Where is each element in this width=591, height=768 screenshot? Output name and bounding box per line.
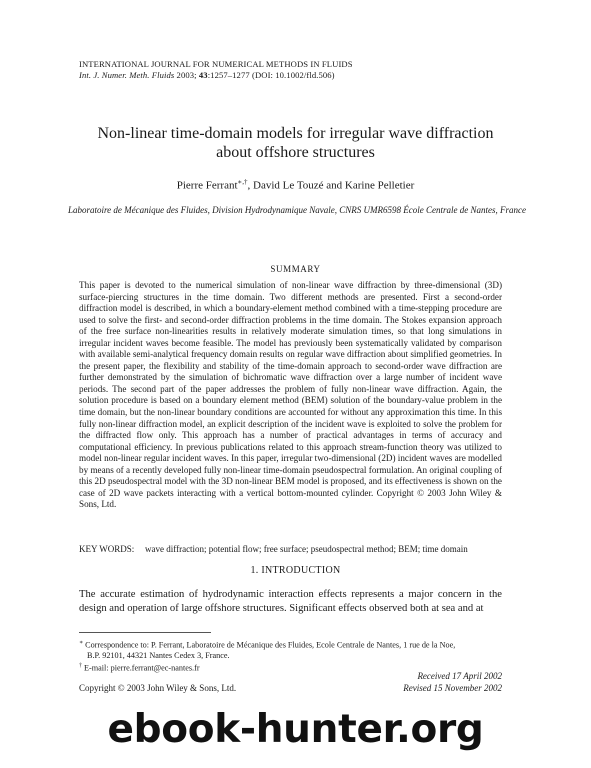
author-first: Pierre Ferrant [176,179,238,192]
journal-header [79,59,353,81]
summary-heading: SUMMARY [270,264,321,274]
watermark-text: ebook-hunter.org [107,707,484,752]
title-line-2: about offshore structures [216,144,375,161]
abstract-text: This paper is devoted to the numerical simulation of non-linear wave diffraction by three-dimensional (3D) surface-piercing structures in the time domain. Two different methods are presented. First a second-order diffraction model is described, in which a boundary-element method combined with a time-stepping procedure are used to solve the first- and second-order diffraction problems in the time domain. The Stokes expansion approach of the free surface non-linearities results in relatively moderate simulation times, so that long simulations in irregular incident waves become feasible. The model has previously been systematically validated by comparison with available semi-analytical frequency domain results on regular wave diffraction about simplified geometries. In the present paper, the flexibility and stability of the time-domain approach to second-order wave diffraction are further demonstrated by the simulation of bichromatic wave diffraction over a large number of incident wave periods. The second part of the paper addresses the problem of fully non-linear wave diffraction. Again, the solution procedure is based on a boundary element method (BEM) solution of the boundary-value problem in the time domain, but the non-linear boundary conditions are accounted for without any approximation this time. In this fully non-linear diffraction model, an explicit description of the incident wave is exploited to solve the problem for the diffracted flow only. This approach has a number of practical advantages in terms of accuracy and computational efficiency. In previous publications related to this approach stream-function theory was utilized to model non-linear regular incident waves. In this paper, irregular two-dimensional (2D) incident waves are modelled by means of a recently developed fully non-linear time-domain pseudospectral formulation. An original coupling of this 2D pseudospectral model with the 3D non-linear BEM model is proposed, and its effectiveness is shown on the case of 2D wave packets interacting with a vertical bottom-mounted cylinder. Copyright © 2003 John Wiley & Sons, Ltd. [79,280,502,510]
footnote-correspondence [79,638,509,651]
section-heading-introduction: 1. INTRODUCTION [250,565,341,576]
keywords-value: wave diffraction; potential flow; free surface; pseudospectral method; BEM; time domain [145,544,468,554]
received-dates [403,670,502,694]
affiliation: Laboratoire de Mécanique des Fluides, Division Hydrodynamique Navale, CNRS UMR6598 École Centrale de Nantes, France [68,205,526,215]
author-list [0,178,591,192]
keywords-label: KEY WORDS: [79,544,135,554]
citation-year: 2003; [174,70,199,80]
received-date: Received 17 April 2002 [417,671,502,681]
keywords [79,544,501,556]
citation-volume: 43 [198,70,208,80]
title-line-1: Non-linear time-domain models for irregular wave diffraction [97,125,494,142]
footnote-divider [79,632,211,633]
correspondence-line-1: Correspondence to: P. Ferrant, Laboratoire de Mécanique des Fluides, Ecole Centrale de Nantes, 1 rue de la Noe, [83,640,456,650]
footnote-mark-1: ∗ [79,640,84,646]
copyright-notice: Copyright © 2003 John Wiley & Sons, Ltd. [79,683,237,693]
email-text: E-mail: pierre.ferrant@ec-nantes.fr [82,663,200,673]
author-rest: , David Le Touzé and Karine Pelletier [247,179,415,192]
journal-citation [79,70,353,81]
revised-date: Revised 15 November 2002 [403,683,502,693]
introduction-text: The accurate estimation of hydrodynamic interaction effects represents a major concern in the design and operation of large offshore structures. Significant effects observed both at sea and at [79,589,502,614]
citation-pages: :1257–1277 (DOI: 10.1002/fld.506) [207,70,335,80]
footnotes [79,638,509,674]
citation-journal: Int. J. Numer. Meth. Fluids [79,70,175,80]
footnote-mark-2: † [79,663,82,670]
correspondence-line-2: B.P. 92101, 44321 Nantes Cedex 3, France. [87,650,230,660]
author-footnote-marks: ∗,† [237,178,248,186]
journal-name: INTERNATIONAL JOURNAL FOR NUMERICAL METHODS IN FLUIDS [79,59,353,69]
paper-title [0,124,591,162]
